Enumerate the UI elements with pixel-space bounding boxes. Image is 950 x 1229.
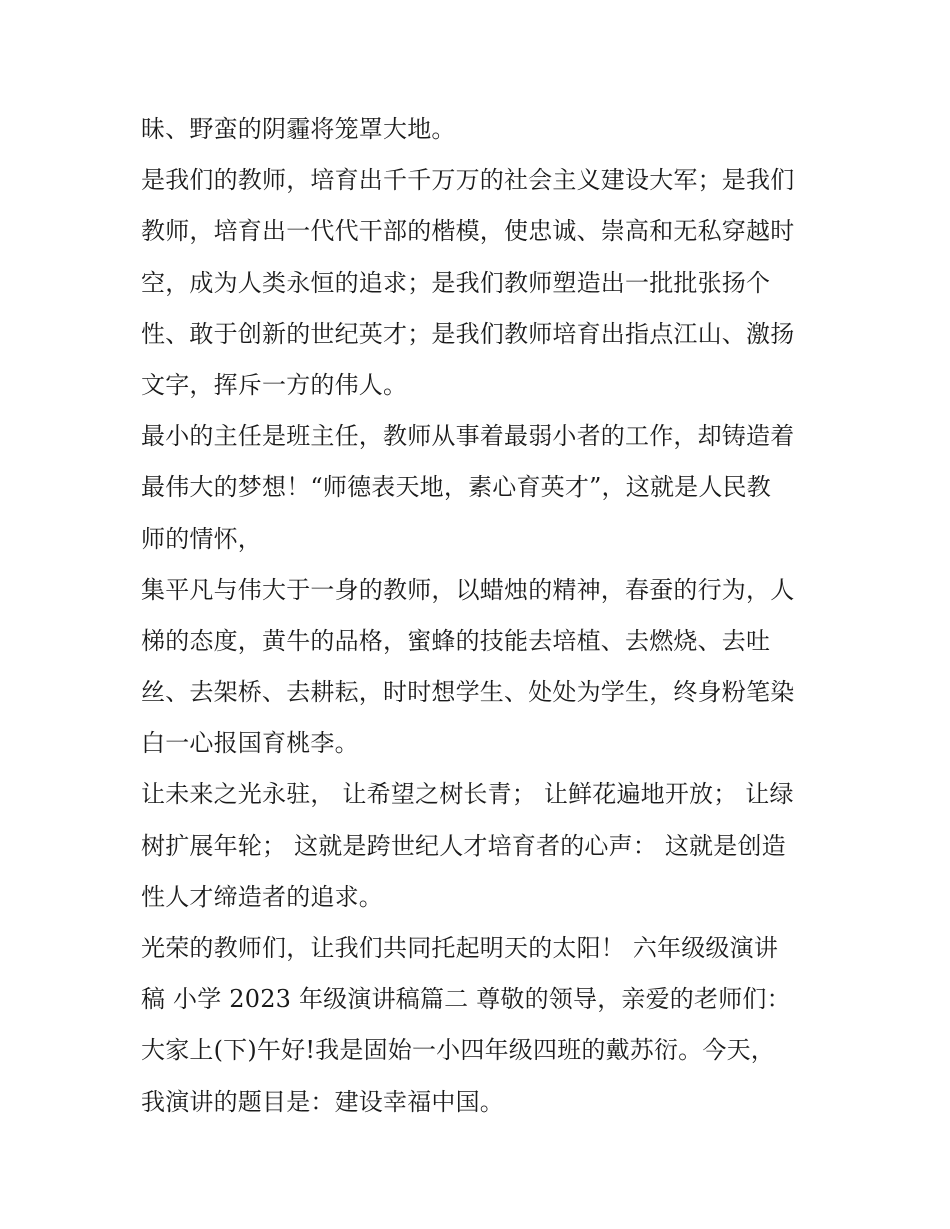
text-line: 文字，挥斥一方的伟人。 [141, 370, 408, 399]
text-line: 性、敢于创新的世纪英才；是我们教师培育出指点江山、激扬 [141, 319, 795, 348]
text-line: 光荣的教师们，让我们共同托起明天的太阳！ 六年级级演讲 [141, 934, 779, 962]
text-line: 师的情怀， [141, 524, 262, 553]
text-line: 集平凡与伟大于一身的教师，以蜡烛的精神，春蚕的行为，人 [141, 575, 795, 604]
text-line: 丝、去架桥、去耕耘，时时想学生、处处为学生，终身粉笔染 [141, 678, 795, 707]
text-line: 我演讲的题目是：建设幸福中国。 [141, 1087, 504, 1116]
text-line: 白一心报国育桃李。 [141, 729, 359, 758]
text-line: 昧、野蛮的阴霾将笼罩大地。 [141, 115, 456, 143]
text-line: 性人才缔造者的追求。 [141, 882, 383, 911]
text-line: 让未来之光永驻， 让希望之树长青； 让鲜花遍地开放； 让绿 [141, 780, 794, 809]
text-line: 是我们的教师，培育出千千万万的社会主义建设大军；是我们 [141, 166, 795, 195]
text-line: 空，成为人类永恒的追求；是我们教师塑造出一批批张扬个 [141, 268, 771, 297]
text-line: 大家上(下)午好!我是固始一小四年级四班的戴苏衍。今天， [141, 1036, 775, 1065]
text-line: 梯的态度，黄牛的品格，蜜蜂的技能去培植、去燃烧、去吐 [141, 626, 771, 655]
text-line: 树扩展年轮； 这就是跨世纪人才培育者的心声： 这就是创造 [141, 831, 786, 860]
text-line: 最伟大的梦想！“师德表天地，素心育英才”，这就是人民教 [141, 473, 771, 502]
text-line: 教师，培育出一代代干部的楷模，使忠诚、崇高和无私穿越时 [141, 217, 795, 246]
body-text [141, 104, 831, 1128]
text-line: 稿 小学 2023 年级演讲稿篇二 尊敬的领导，亲爱的老师们： [141, 985, 791, 1014]
text-line: 最小的主任是班主任，教师从事着最弱小者的工作，却铸造着 [141, 422, 795, 451]
